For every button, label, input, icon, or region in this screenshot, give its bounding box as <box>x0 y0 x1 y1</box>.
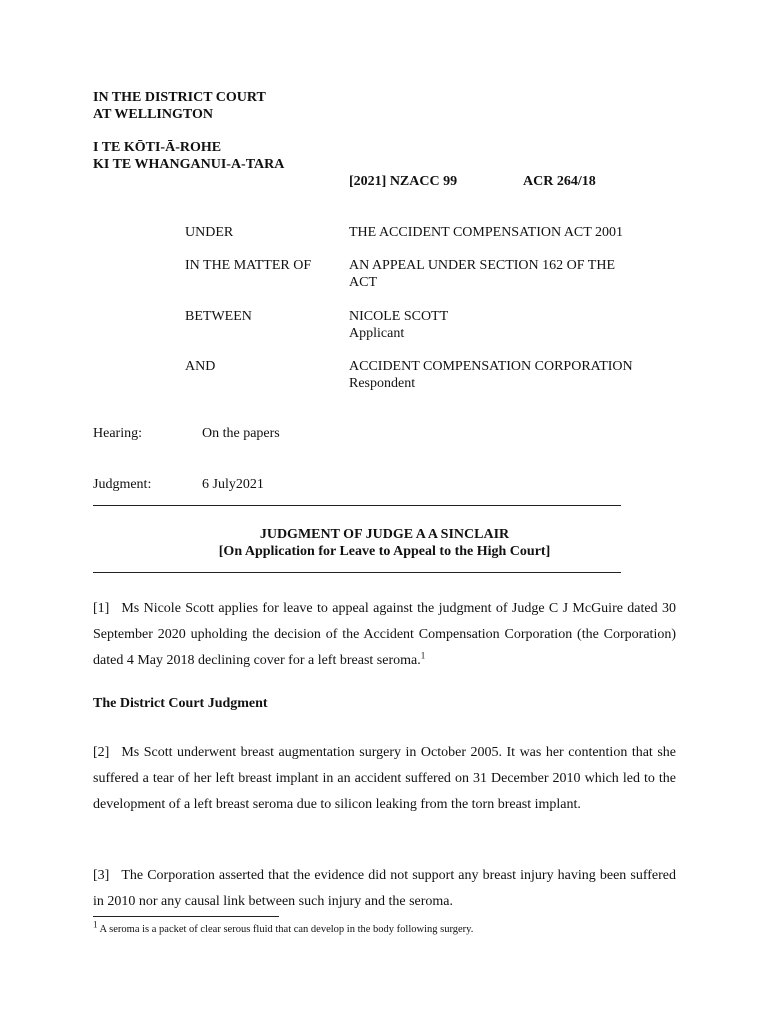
footnote-text: A seroma is a packet of clear serous fluid that can develop in the body following surgery. <box>99 924 474 935</box>
court-location-maori: KI TE WHANGANUI-A-TARA <box>93 157 285 172</box>
hearing-label: Hearing: <box>93 426 142 441</box>
footnote-separator <box>93 916 279 917</box>
party-label-matter: IN THE MATTER OF <box>185 258 312 273</box>
judgment-title: JUDGMENT OF JUDGE A A SINCLAIR <box>259 527 510 542</box>
paragraph-2 <box>93 740 676 818</box>
footnote-ref: 1 <box>420 650 426 661</box>
section-heading: The District Court Judgment <box>93 696 268 711</box>
file-number: ACR 264/18 <box>523 174 596 189</box>
party-label-between: BETWEEN <box>185 309 252 324</box>
court-location: AT WELLINGTON <box>93 107 213 122</box>
footnote-number: 1 <box>93 919 98 930</box>
applicant-name: NICOLE SCOTT <box>349 309 449 324</box>
party-label-under: UNDER <box>185 225 234 240</box>
party-value-matter-cont: ACT <box>349 275 377 290</box>
paragraph-3 <box>93 863 676 915</box>
party-value-under: THE ACCIDENT COMPENSATION ACT 2001 <box>349 225 624 240</box>
judgment-subtitle: [On Application for Leave to Appeal to the High Court] <box>218 544 551 559</box>
paragraph-number: [2] <box>93 745 110 760</box>
paragraph-text: Ms Scott underwent breast augmentation surgery in October 2005. It was her contention that she suffered a tear of her left breast implant in an accident suffered on 31 December 2010 which led to the development of a left breast seroma due to silicon leaking from the torn breast implant. <box>93 745 676 812</box>
hearing-value: On the papers <box>202 426 280 441</box>
neutral-citation: [2021] NZACC 99 <box>349 174 458 189</box>
paragraph-1 <box>93 596 676 674</box>
divider-bottom <box>93 572 621 573</box>
judgment-date-label: Judgment: <box>93 477 152 492</box>
paragraph-number: [1] <box>93 601 110 616</box>
party-value-matter: AN APPEAL UNDER SECTION 162 OF THE <box>349 258 616 273</box>
footnote <box>93 919 474 936</box>
court-name: IN THE DISTRICT COURT <box>93 90 266 105</box>
paragraph-text: The Corporation asserted that the evidence did not support any breast injury having been suffered in 2010 nor any causal link between such injury and the seroma. <box>93 868 676 909</box>
respondent-name: ACCIDENT COMPENSATION CORPORATION <box>349 359 633 374</box>
respondent-role: Respondent <box>349 376 416 391</box>
paragraph-number: [3] <box>93 868 110 883</box>
judgment-date-value: 6 July2021 <box>202 477 264 492</box>
divider-top <box>93 505 621 506</box>
applicant-role: Applicant <box>349 326 405 341</box>
party-label-and: AND <box>185 359 216 374</box>
court-name-maori: I TE KŌTI-Ā-ROHE <box>93 140 222 155</box>
paragraph-text: Ms Nicole Scott applies for leave to appeal against the judgment of Judge C J McGuire dated 30 September 2020 upholding the decision of the Accident Compensation Corporation (the Corporation) dated 4 May 2018 declining cover for a left breast seroma. <box>93 601 676 668</box>
